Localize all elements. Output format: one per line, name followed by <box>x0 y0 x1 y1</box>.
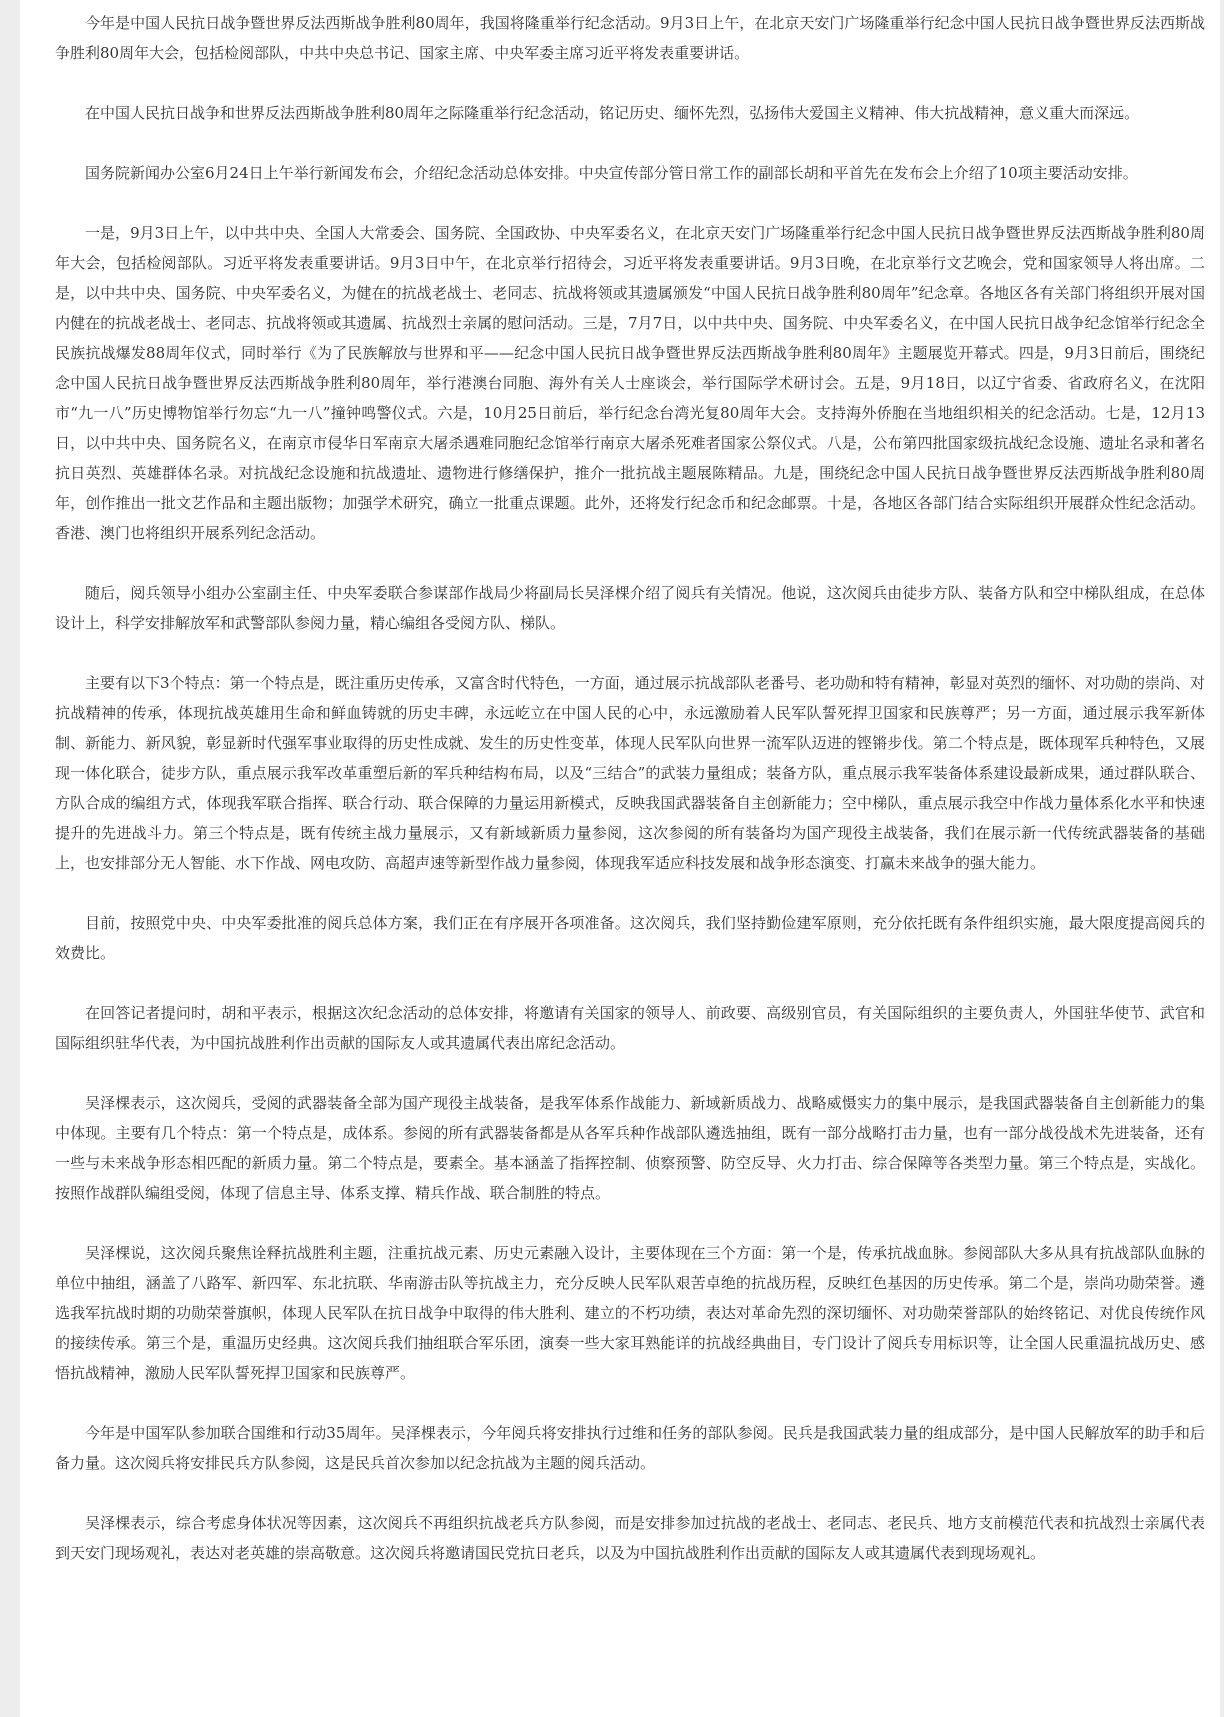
paragraph-6: 主要有以下3个特点：第一个特点是，既注重历史传承，又富含时代特色，一方面，通过展示抗战部队老番号、老功勋和特有精神，彰显对英烈的缅怀、对功勋的崇尚、对抗战精神的传承，体现抗战英雄用生命和鲜血铸就的历史丰碑，永远屹立在中国人民的心中，永远激励着人民军队誓死捍卫国家和民族尊严；另一方面，通过展示我军新体制、新能力、新风貌，彰显新时代强军事业取得的历史性成就、发生的历史性变革，体现人民军队向世界一流军队迈进的铿锵步伐。第二个特点是，既体现军兵种特色，又展现一体化联合，徒步方队，重点展示我军改革重塑后新的军兵种结构布局，以及“三结合”的武装力量组成；装备方队，重点展示我军装备体系建设最新成果，通过群队联合、方队合成的编组方式，体现我军联合指挥、联合行动、联合保障的力量运用新模式，反映我国武器装备自主创新能力；空中梯队，重点展示我空中作战力量体系化水平和快速提升的先进战斗力。第三个特点是，既有传统主战力量展示，又有新域新质力量参阅，这次参阅的所有装备均为国产现役主战装备，我们在展示新一代传统武器装备的基础上，也安排部分无人智能、水下作战、网电攻防、高超声速等新型作战力量参阅，体现我军适应科技发展和战争形态演变、打赢未来战争的强大能力。 <box>55 674 1205 872</box>
paragraph-4: 一是，9月3日上午，以中共中央、全国人大常委会、国务院、全国政协、中央军委名义，在北京天安门广场隆重举行纪念中国人民抗日战争暨世界反法西斯战争胜利80周年大会，包括检阅部队。习近平将发表重要讲话。9月3日中午，在北京举行招待会，习近平将发表重要讲话。9月3日晚，在北京举行文艺晚会，党和国家领导人将出席。二是，以中共中央、国务院、中央军委名义，为健在的抗战老战士、老同志、抗战将领或其遗属颁发“中国人民抗日战争胜利80周年”纪念章。各地区各有关部门将组织开展对国内健在的抗战老战士、老同志、抗战将领或其遗属、抗战烈士亲属的慰问活动。三是，7月7日，以中共中央、国务院、中央军委名义，在中国人民抗日战争纪念馆举行纪念全民族抗战爆发88周年仪式，同时举行《为了民族解放与世界和平——纪念中国人民抗日战争暨世界反法西斯战争胜利80周年》主题展览开幕式。四是，9月3日前后，围绕纪念中国人民抗日战争暨世界反法西斯战争胜利80周年，举行港澳台同胞、海外有关人士座谈会，举行国际学术研讨会。五是，9月18日，以辽宁省委、省政府名义，在沈阳市“九一八”历史博物馆举行勿忘“九一八”撞钟鸣警仪式。六是，10月25日前后，举行纪念台湾光复80周年大会。支持海外侨胞在当地组织相关的纪念活动。七是，12月13日，以中共中央、国务院名义，在南京市侵华日军南京大屠杀遇难同胞纪念馆举行南京大屠杀死难者国家公祭仪式。八是，公布第四批国家级抗战纪念设施、遗址名录和著名抗日英烈、英雄群体名录。对抗战纪念设施和抗战遗址、遗物进行修缮保护，推介一批抗战主题展陈精品。九是，围绕纪念中国人民抗日战争暨世界反法西斯战争胜利80周年，创作推出一批文艺作品和主题出版物；加强学术研究，确立一批重点课题。此外，还将发行纪念币和纪念邮票。十是，各地区各部门结合实际组织开展群众性纪念活动。香港、澳门也将组织开展系列纪念活动。 <box>55 224 1205 542</box>
paragraph-8: 在回答记者提问时，胡和平表示，根据这次纪念活动的总体安排，将邀请有关国家的领导人、前政要、高级别官员，有关国际组织的主要负责人，外国驻华使节、武官和国际组织驻华代表，为中国抗战胜利作出贡献的国际友人或其遗属代表出席纪念活动。 <box>55 1004 1205 1052</box>
paragraph-7: 目前，按照党中央、中央军委批准的阅兵总体方案，我们正在有序展开各项准备。这次阅兵，我们坚持勤俭建军原则，充分依托既有条件组织实施，最大限度提高阅兵的效费比。 <box>55 914 1205 962</box>
paragraph-11: 今年是中国军队参加联合国维和行动35周年。吴泽棵表示，今年阅兵将安排执行过维和任务的部队参阅。民兵是我国武装力量的组成部分，是中国人民解放军的助手和后备力量。这次阅兵将安排民兵方队参阅，这是民兵首次参加以纪念抗战为主题的阅兵活动。 <box>55 1424 1205 1472</box>
paragraph-2: 在中国人民抗日战争和世界反法西斯战争胜利80周年之际隆重举行纪念活动，铭记历史、缅怀先烈，弘扬伟大爱国主义精神、伟大抗战精神，意义重大而深远。 <box>85 104 1140 122</box>
page-background <box>20 0 1220 1717</box>
paragraph-3: 国务院新闻办公室6月24日上午举行新闻发布会，介绍纪念活动总体安排。中央宣传部分管日常工作的副部长胡和平首先在发布会上介绍了10项主要活动安排。 <box>85 164 1138 182</box>
article-body <box>55 8 1205 1568</box>
paragraph-12: 吴泽棵表示，综合考虑身体状况等因素，这次阅兵不再组织抗战老兵方队参阅，而是安排参加过抗战的老战士、老同志、老民兵、地方支前模范代表和抗战烈士亲属代表到天安门现场观礼，表达对老英雄的崇高敬意。这次阅兵将邀请国民党抗日老兵，以及为中国抗战胜利作出贡献的国际友人或其遗属代表到现场观礼。 <box>55 1514 1205 1562</box>
paragraph-9: 吴泽棵表示，这次阅兵，受阅的武器装备全部为国产现役主战装备，是我军体系作战能力、新域新质战力、战略威慑实力的集中展示，是我国武器装备自主创新能力的集中体现。主要有几个特点：第一个特点是，成体系。参阅的所有武器装备都是从各军兵种作战部队遴选抽组，既有一部分战略打击力量，也有一部分战役战术先进装备，还有一些与未来战争形态相匹配的新质力量。第二个特点是，要素全。基本涵盖了指挥控制、侦察预警、防空反导、火力打击、综合保障等各类型力量。第三个特点是，实战化。按照作战群队编组受阅，体现了信息主导、体系支撑、精兵作战、联合制胜的特点。 <box>55 1094 1205 1202</box>
paragraph-10: 吴泽棵说，这次阅兵聚焦诠释抗战胜利主题，注重抗战元素、历史元素融入设计，主要体现在三个方面：第一个是，传承抗战血脉。参阅部队大多从具有抗战部队血脉的单位中抽组，涵盖了八路军、新四军、东北抗联、华南游击队等抗战主力，充分反映人民军队艰苦卓绝的抗战历程，反映红色基因的历史传承。第二个是，崇尚功勋荣誉。遴选我军抗战时期的功勋荣誉旗帜，体现人民军队在抗日战争中取得的伟大胜利、建立的不朽功绩，表达对革命先烈的深切缅怀、对功勋荣誉部队的始终铭记、对优良传统作风的接续传承。第三个是，重温历史经典。这次阅兵我们抽组联合军乐团，演奏一些大家耳熟能详的抗战经典曲目，专门设计了阅兵专用标识等，让全国人民重温抗战历史、感悟抗战精神，激励人民军队誓死捍卫国家和民族尊严。 <box>55 1244 1205 1382</box>
paragraph-5: 随后，阅兵领导小组办公室副主任、中央军委联合参谋部作战局少将副局长吴泽棵介绍了阅兵有关情况。他说，这次阅兵由徒步方队、装备方队和空中梯队组成，在总体设计上，科学安排解放军和武警部队参阅力量，精心编组各受阅方队、梯队。 <box>55 584 1205 632</box>
paragraph-1: 今年是中国人民抗日战争暨世界反法西斯战争胜利80周年，我国将隆重举行纪念活动。9月3日上午，在北京天安门广场隆重举行纪念中国人民抗日战争暨世界反法西斯战争胜利80周年大会，包括检阅部队，中共中央总书记、国家主席、中央军委主席习近平将发表重要讲话。 <box>55 14 1205 62</box>
